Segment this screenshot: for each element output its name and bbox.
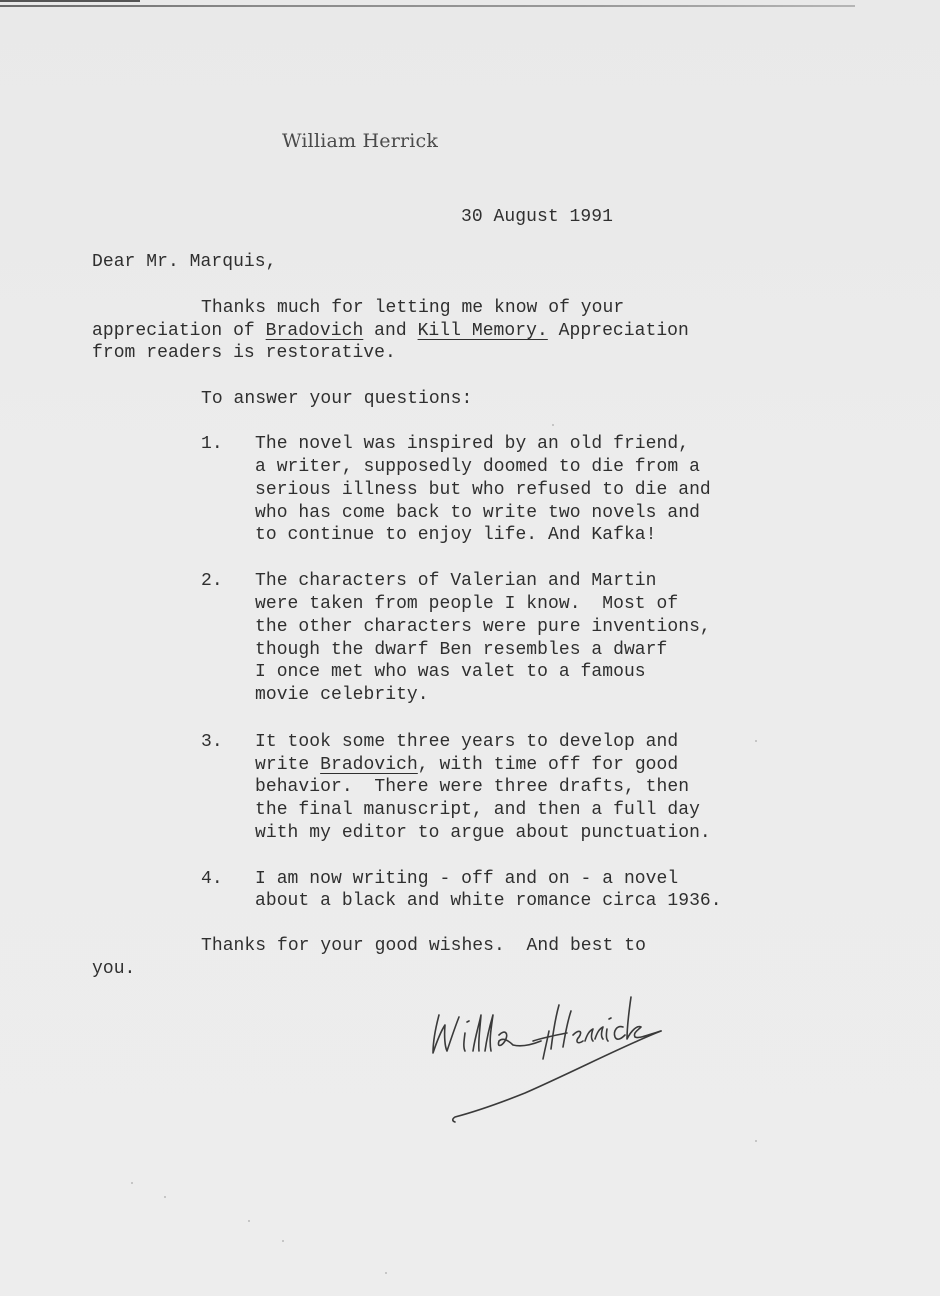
scan-speck <box>282 1240 284 1242</box>
answer-line <box>255 754 678 777</box>
answer-line: who has come back to write two novels and <box>255 503 700 523</box>
book-title-bradovich: Bradovich <box>320 755 418 775</box>
answer-line: It took some three years to develop and <box>255 732 679 752</box>
scan-speck <box>131 1182 133 1184</box>
intro-line-2-prefix: appreciation of <box>92 321 266 341</box>
letterhead-name: William Herrick <box>282 130 439 152</box>
scan-speck <box>164 1196 166 1198</box>
answer-line: The characters of Valerian and Martin <box>255 571 657 591</box>
scan-speck <box>552 424 554 426</box>
intro-line-2 <box>92 320 689 343</box>
answer-line: I am now writing - off and on - a novel <box>255 869 679 889</box>
answer-line: the other characters were pure inventions, <box>255 617 711 637</box>
intro-line-2-suffix: Appreciation <box>547 321 689 341</box>
closing-line-2: you. <box>92 959 136 979</box>
answer-line: serious illness but who refused to die and <box>255 480 711 500</box>
answer-line: I once met who was valet to a famous <box>255 662 646 682</box>
answer-line-prefix: write <box>255 755 321 775</box>
top-rule-edge <box>0 0 140 2</box>
book-title-bradovich: Bradovich <box>265 321 364 341</box>
answer-line: behavior. There were three drafts, then <box>255 777 690 797</box>
intro-line-1: Thanks much for letting me know of your <box>201 298 625 318</box>
answer-number: 1. <box>201 434 223 454</box>
answer-number: 4. <box>201 869 223 889</box>
answer-line: were taken from people I know. Most of <box>255 594 679 614</box>
intro-line-3: from readers is restorative. <box>92 343 396 363</box>
scan-speck <box>755 740 757 742</box>
answer-line-suffix: , with time off for good <box>417 755 679 775</box>
top-rule <box>0 5 855 7</box>
answer-number: 2. <box>201 571 223 591</box>
answer-line: The novel was inspired by an old friend, <box>255 434 690 454</box>
handwritten-signature <box>425 975 685 1135</box>
answer-line: though the dwarf Ben resembles a dwarf <box>255 640 668 660</box>
answer-line: to continue to enjoy life. And Kafka! <box>255 525 657 545</box>
scan-speck <box>248 1220 250 1222</box>
answer-number: 3. <box>201 732 223 752</box>
letter-date: 30 August 1991 <box>461 207 613 227</box>
answer-line: the final manuscript, and then a full day <box>255 800 700 820</box>
scan-speck <box>755 1140 757 1142</box>
closing-line-1: Thanks for your good wishes. And best to <box>201 936 646 956</box>
book-title-kill-memory: Kill Memory. <box>417 321 548 341</box>
answer-line: about a black and white romance circa 1936. <box>255 891 722 911</box>
answer-line: with my editor to argue about punctuation. <box>255 823 711 843</box>
answer-line: movie celebrity. <box>255 685 429 705</box>
salutation: Dear Mr. Marquis, <box>92 252 277 272</box>
lead-in: To answer your questions: <box>201 389 473 409</box>
scan-speck <box>385 1272 387 1274</box>
answer-line: a writer, supposedly doomed to die from a <box>255 457 700 477</box>
intro-line-2-mid: and <box>363 321 418 341</box>
